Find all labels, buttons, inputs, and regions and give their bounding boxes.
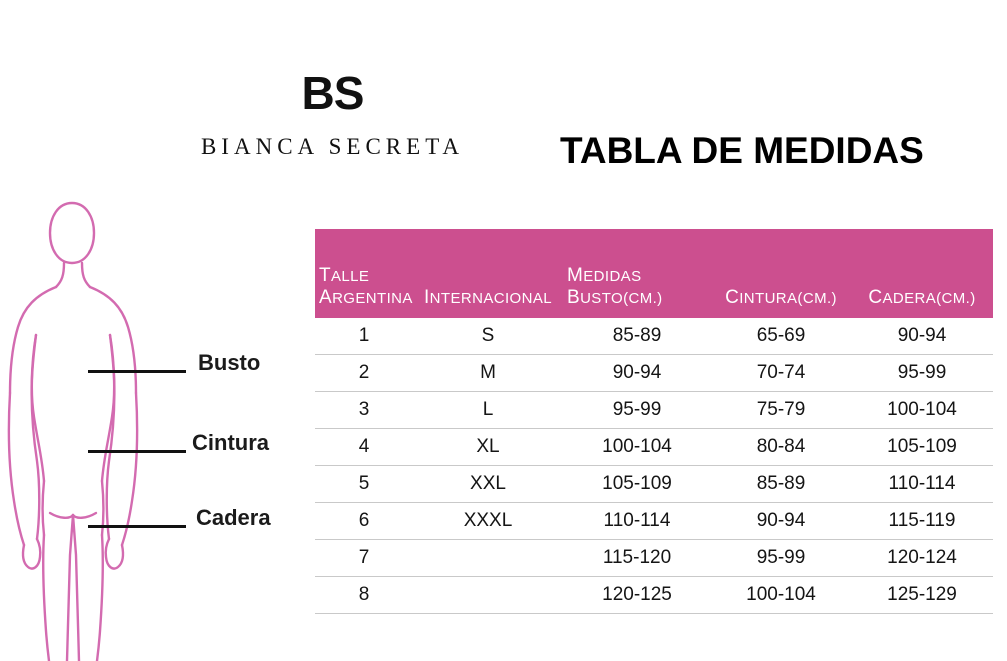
cell-cintura: 100-104 <box>711 577 851 614</box>
cell-cadera: 90-94 <box>851 318 993 355</box>
cell-busto: 85-89 <box>563 318 711 355</box>
cell-cintura: 90-94 <box>711 503 851 540</box>
cell-cadera: 95-99 <box>851 355 993 392</box>
cell-cintura: 75-79 <box>711 392 851 429</box>
page-title: TABLA DE MEDIDAS <box>560 130 924 171</box>
cell-internacional: S <box>413 318 563 355</box>
table-row <box>315 577 993 614</box>
cell-talle: 1 <box>315 318 413 355</box>
brand-monogram: BS <box>301 67 364 119</box>
cell-talle: 3 <box>315 392 413 429</box>
cell-cintura: 80-84 <box>711 429 851 466</box>
cell-busto: 105-109 <box>563 466 711 503</box>
cell-internacional: XXL <box>413 466 563 503</box>
table-header <box>315 229 993 318</box>
cell-internacional: XXXL <box>413 503 563 540</box>
hip-label: Cadera <box>196 505 271 530</box>
cell-cintura: 65-69 <box>711 318 851 355</box>
cell-busto: 120-125 <box>563 577 711 614</box>
table-body <box>315 318 993 614</box>
table-row <box>315 392 993 429</box>
cell-busto: 115-120 <box>563 540 711 577</box>
cell-talle: 6 <box>315 503 413 540</box>
table-row <box>315 429 993 466</box>
brand-name: BIANCA SECRETA <box>200 134 465 159</box>
cell-cadera: 125-129 <box>851 577 993 614</box>
column-header-busto: MEDIDAS BUSTO(CM.) <box>563 229 711 318</box>
table-row <box>315 318 993 355</box>
cell-talle: 7 <box>315 540 413 577</box>
cell-internacional: L <box>413 392 563 429</box>
column-header-cadera: CADERA(CM.) <box>851 229 993 318</box>
cell-busto: 100-104 <box>563 429 711 466</box>
cell-cadera: 115-119 <box>851 503 993 540</box>
column-header-cintura: CINTURA(CM.) <box>711 229 851 318</box>
cell-cintura: 70-74 <box>711 355 851 392</box>
brand-block <box>195 67 470 160</box>
column-header-talle-argentina: TALLE ARGENTINA <box>315 229 413 318</box>
cell-talle: 2 <box>315 355 413 392</box>
size-chart-table <box>315 229 993 614</box>
cell-talle: 8 <box>315 577 413 614</box>
hip-measure-line <box>88 525 186 528</box>
cell-internacional <box>413 577 563 614</box>
body-silhouette-figure <box>0 195 300 661</box>
bust-label: Busto <box>198 350 261 375</box>
table-header-row <box>315 229 993 318</box>
cell-cadera: 120-124 <box>851 540 993 577</box>
cell-internacional: M <box>413 355 563 392</box>
cell-cadera: 100-104 <box>851 392 993 429</box>
waist-measure-line <box>88 450 186 453</box>
cell-busto: 95-99 <box>563 392 711 429</box>
cell-cintura: 85-89 <box>711 466 851 503</box>
cell-internacional <box>413 540 563 577</box>
cell-cintura: 95-99 <box>711 540 851 577</box>
cell-cadera: 110-114 <box>851 466 993 503</box>
column-header-internacional: INTERNACIONAL <box>413 229 563 318</box>
cell-cadera: 105-109 <box>851 429 993 466</box>
body-outline-icon <box>0 195 300 661</box>
table-row <box>315 466 993 503</box>
table-row <box>315 540 993 577</box>
waist-label: Cintura <box>192 430 269 455</box>
bust-measure-line <box>88 370 186 373</box>
cell-internacional: XL <box>413 429 563 466</box>
cell-talle: 5 <box>315 466 413 503</box>
cell-busto: 90-94 <box>563 355 711 392</box>
table-row <box>315 355 993 392</box>
cell-talle: 4 <box>315 429 413 466</box>
cell-busto: 110-114 <box>563 503 711 540</box>
table-row <box>315 503 993 540</box>
